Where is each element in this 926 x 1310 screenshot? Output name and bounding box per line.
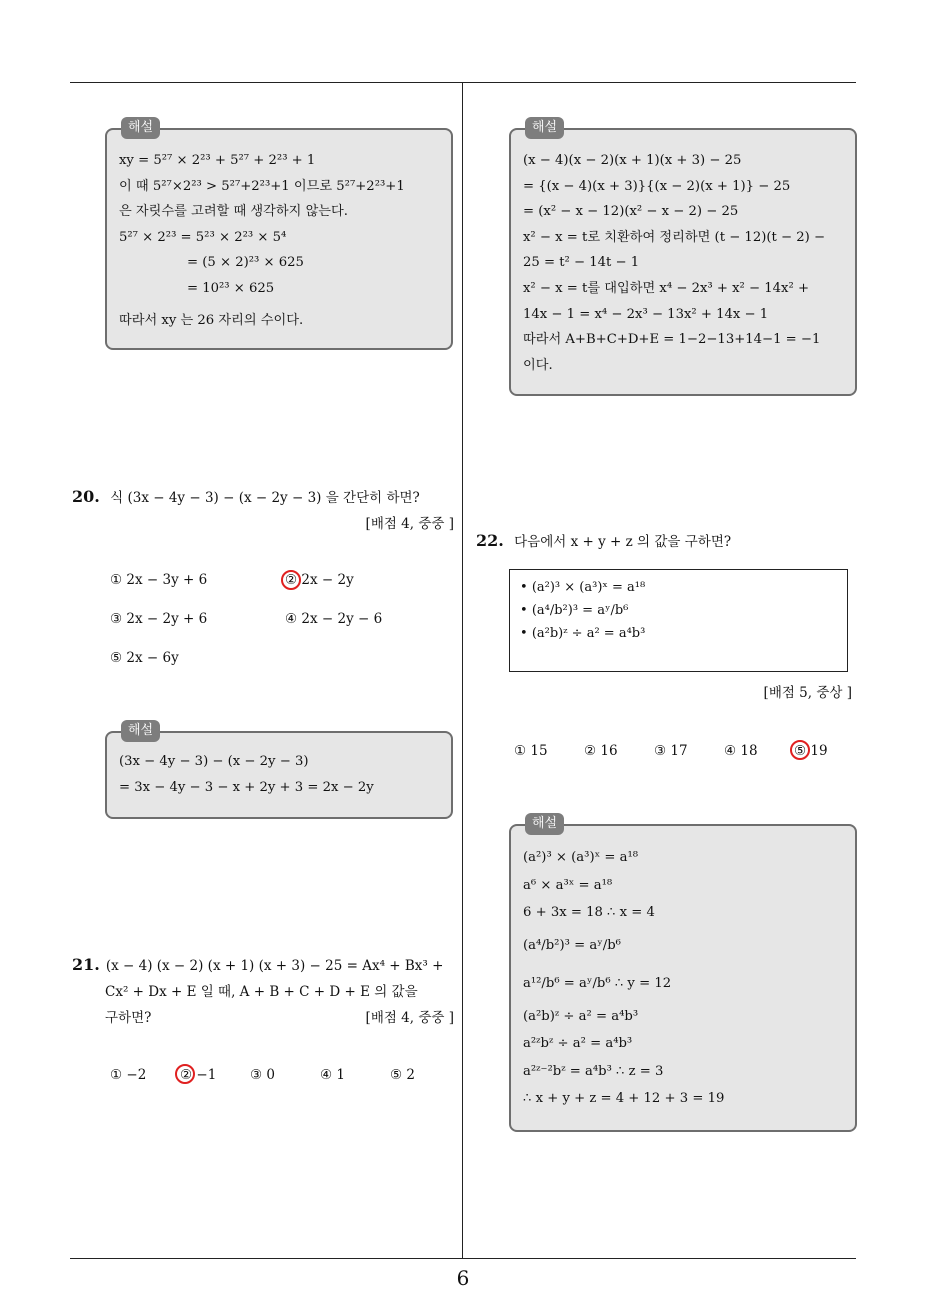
condition-item: • (a²b)ᶻ ÷ a² = a⁴b³ xyxy=(520,626,646,641)
solution-line: 14x − 1 = x⁴ − 2x³ − 13x² + 14x − 1 xyxy=(523,306,769,322)
solution-line: ∴ x + y + z = 4 + 12 + 3 = 19 xyxy=(523,1091,725,1106)
choice-4[interactable]: ④ 18 xyxy=(724,743,758,759)
question-number: 21. xyxy=(72,955,100,974)
solution-box-22 xyxy=(509,816,857,1132)
choice-1[interactable]: ① 2x − 3y + 6 xyxy=(110,572,208,588)
question-points: [배점 5, 중상 ] xyxy=(763,685,852,701)
solution-line: 5²⁷ × 2²³ = 5²³ × 2²³ × 5⁴ xyxy=(119,229,287,245)
choice-2[interactable]: ② 16 xyxy=(584,743,618,759)
solution-line: 25 = t² − 14t − 1 xyxy=(523,255,640,271)
solution-line: x² − x = t로 치환하여 정리하면 (t − 12)(t − 2) − xyxy=(523,229,826,245)
solution-line: (a⁴/b²)³ = aʸ/b⁶ xyxy=(523,937,621,953)
question-text: Cx² + Dx + E 일 때, A + B + C + D + E 의 값을 xyxy=(105,984,418,1000)
solution-line: (x − 4)(x − 2)(x + 1)(x + 3) − 25 xyxy=(523,153,742,168)
choice-5[interactable]: ⑤ 2x − 6y xyxy=(110,650,179,666)
solution-line: xy = 5²⁷ × 2²³ + 5²⁷ + 2²³ + 1 xyxy=(119,153,316,168)
solution-tag: 해설 xyxy=(525,813,564,835)
solution-tag: 해설 xyxy=(121,720,160,742)
answer-mark xyxy=(281,570,301,590)
solution-line: x² − x = t를 대입하면 x⁴ − 2x³ + x² − 14x² + xyxy=(523,280,810,296)
question-text: 다음에서 x + y + z 의 값을 구하면? xyxy=(514,534,732,550)
choice-3[interactable]: ③ 0 xyxy=(250,1067,275,1083)
solution-line: (3x − 4y − 3) − (x − 2y − 3) xyxy=(119,754,309,769)
choice-1[interactable]: ① −2 xyxy=(110,1067,147,1083)
solution-tag: 해설 xyxy=(121,117,160,139)
page-number: 6 xyxy=(456,1266,470,1290)
solution-line: a²ᶻbᶻ ÷ a² = a⁴b³ xyxy=(523,1036,633,1051)
solution-line: a⁶ × a³ˣ = a¹⁸ xyxy=(523,877,613,893)
solution-line: 따라서 A+B+C+D+E = 1−2−13+14−1 = −1 xyxy=(523,332,821,348)
question-points: [배점 4, 중중 ] xyxy=(365,516,454,532)
choice-4[interactable]: ④ 1 xyxy=(320,1067,345,1083)
bottom-rule xyxy=(70,1258,856,1259)
solution-line: 이다. xyxy=(523,357,553,373)
solution-line: 따라서 xy 는 26 자리의 수이다. xyxy=(119,312,304,328)
question-22 xyxy=(476,528,856,555)
solution-line: = (5 × 2)²³ × 625 xyxy=(187,255,304,271)
question-text: 구하면? xyxy=(105,1010,152,1026)
solution-line: 이 때 5²⁷×2²³ > 5²⁷+2²³+1 이므로 5²⁷+2²³+1 xyxy=(119,178,405,194)
question-21 xyxy=(72,952,454,1031)
condition-item: • (a⁴/b²)³ = aʸ/b⁶ xyxy=(520,603,629,618)
solution-line: (a²)³ × (a³)ˣ = a¹⁸ xyxy=(523,850,639,865)
choice-5[interactable]: ⑤ 2 xyxy=(390,1067,415,1083)
solution-box-20 xyxy=(105,723,453,819)
choice-4[interactable]: ④ 2x − 2y − 6 xyxy=(285,611,383,627)
question-points: [배점 4, 중중 ] xyxy=(365,1010,454,1026)
question-text: (x − 4) (x − 2) (x + 1) (x + 3) − 25 = Ax⁴ + Bx³ + xyxy=(105,958,444,974)
question-number: 22. xyxy=(476,531,504,550)
choice-3[interactable]: ③ 17 xyxy=(654,743,688,759)
solution-line: 6 + 3x = 18 ∴ x = 4 xyxy=(523,905,655,920)
solution-box-19 xyxy=(105,120,453,350)
answer-mark xyxy=(175,1064,195,1084)
choice-1[interactable]: ① 15 xyxy=(514,743,548,759)
column-divider xyxy=(462,83,463,1259)
solution-box-21 xyxy=(509,120,857,396)
answer-mark xyxy=(790,740,810,760)
top-rule xyxy=(70,82,856,83)
solution-line: (a²b)ᶻ ÷ a² = a⁴b³ xyxy=(523,1008,639,1024)
solution-tag: 해설 xyxy=(525,117,564,139)
solution-line: = 3x − 4y − 3 − x + 2y + 3 = 2x − 2y xyxy=(119,779,374,795)
choice-3[interactable]: ③ 2x − 2y + 6 xyxy=(110,611,208,627)
solution-line: a²ᶻ⁻²bᶻ = a⁴b³ ∴ z = 3 xyxy=(523,1063,664,1079)
question-text: 식 (3x − 4y − 3) − (x − 2y − 3) 을 간단히 하면? xyxy=(110,490,420,506)
condition-box xyxy=(509,569,848,672)
choice-2[interactable]: ② 2x − 2y xyxy=(285,572,354,588)
question-number: 20. xyxy=(72,487,100,506)
solution-line: a¹²/b⁶ = aʸ/b⁶ ∴ y = 12 xyxy=(523,975,672,991)
solution-line: = {(x − 4)(x + 3)}{(x − 2)(x + 1)} − 25 xyxy=(523,178,791,194)
solution-line: = 10²³ × 625 xyxy=(187,280,275,296)
condition-item: • (a²)³ × (a³)ˣ = a¹⁸ xyxy=(520,580,646,595)
solution-line: 은 자릿수를 고려할 때 생각하지 않는다. xyxy=(119,204,348,220)
choice-2[interactable]: ② −1 xyxy=(180,1067,217,1083)
question-20 xyxy=(72,484,454,537)
solution-line: = (x² − x − 12)(x² − x − 2) − 25 xyxy=(523,204,739,220)
choice-5[interactable]: ⑤ 19 xyxy=(794,743,828,759)
